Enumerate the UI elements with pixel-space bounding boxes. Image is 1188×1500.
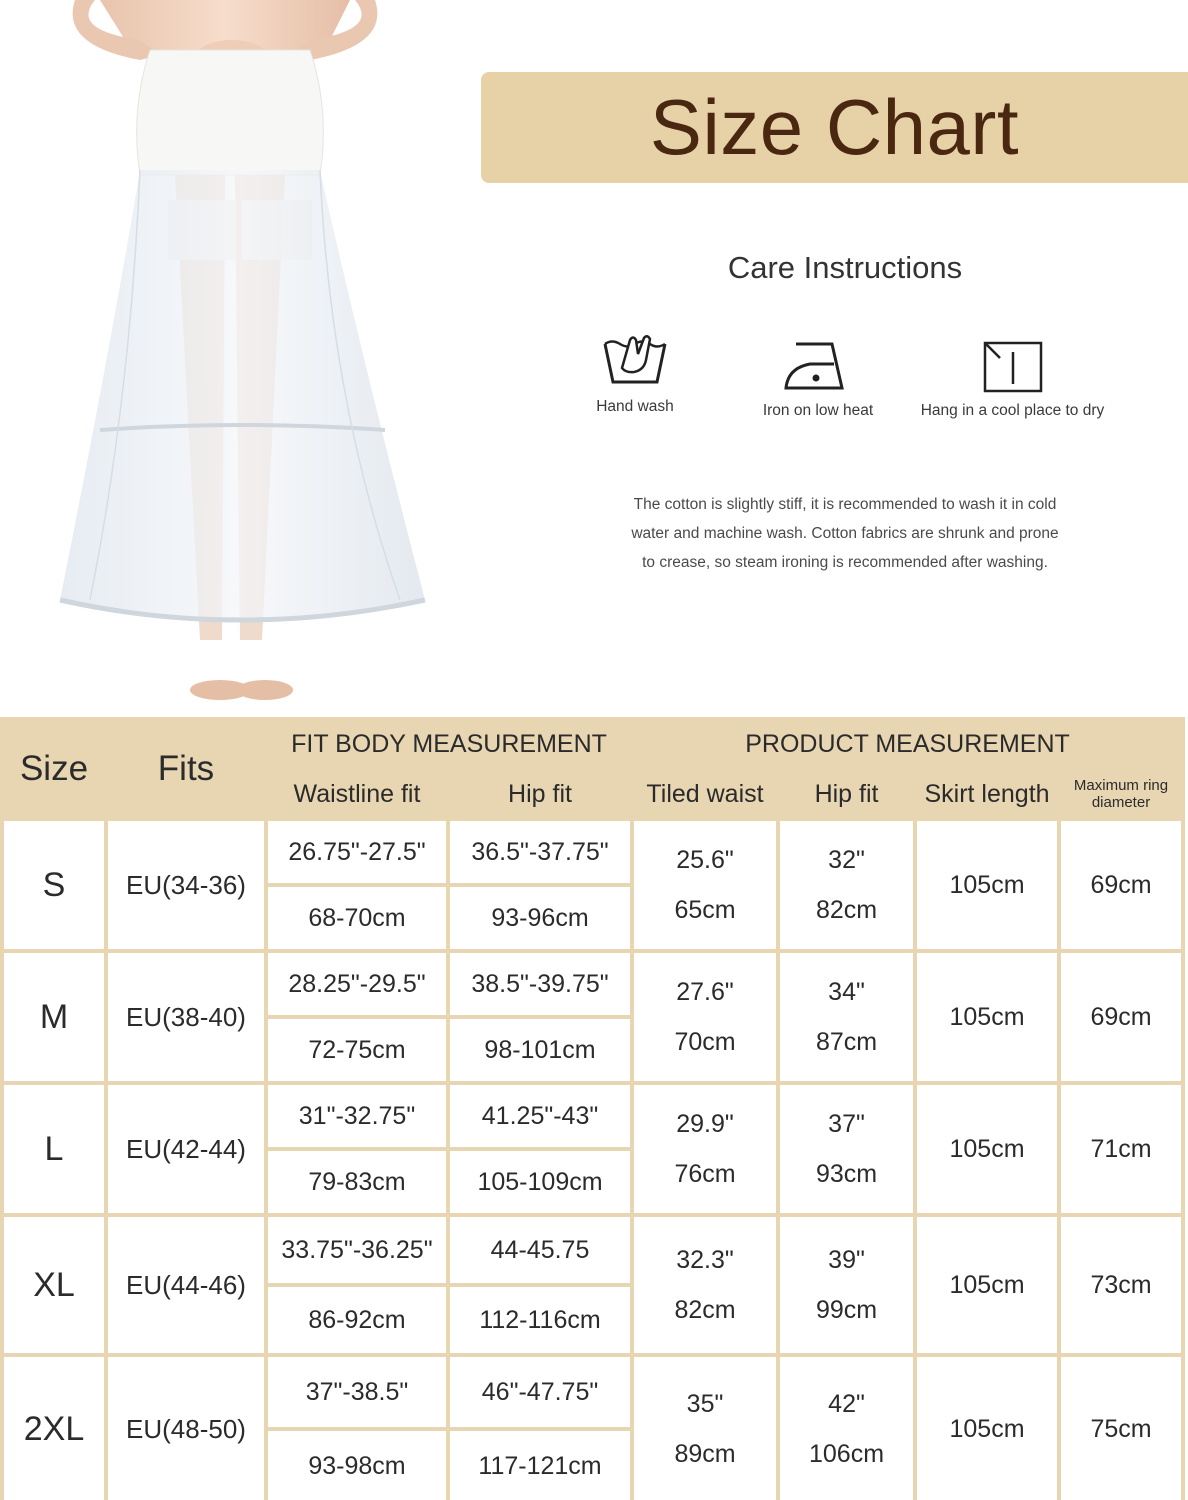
size-cell: S: [4, 821, 104, 949]
waist-cm-cell: 93-98cm: [268, 1431, 446, 1500]
skirt-length-cell: 105cm: [917, 821, 1057, 949]
size-cell: 2XL: [4, 1357, 104, 1500]
header-max-ring-line: Maximum ring: [1073, 777, 1169, 794]
product-hip-inch: 42": [828, 1390, 865, 1418]
petticoat-illustration: [30, 0, 450, 705]
ring-diameter-cell: 69cm: [1061, 821, 1181, 949]
product-hip-inch: 32": [828, 846, 865, 874]
size-cell: M: [4, 953, 104, 1081]
tiled-waist-cell: [634, 821, 776, 949]
product-hip-cell: [780, 1217, 913, 1353]
tiled-waist-cm: 89cm: [674, 1440, 736, 1468]
waist-inch-cell: 26.75"-27.5": [268, 821, 446, 883]
size-cell: XL: [4, 1217, 104, 1353]
care-label: Hand wash: [596, 398, 674, 415]
tiled-waist-inch: 35": [686, 1390, 724, 1418]
hang-dry-icon: [982, 340, 1044, 394]
fits-cell: EU(38-40): [108, 953, 264, 1081]
care-item-iron: [748, 338, 888, 420]
waist-inch-cell: 33.75"-36.25": [268, 1217, 446, 1283]
tiled-waist-inch: 25.6": [676, 846, 734, 874]
care-note: [590, 490, 1100, 577]
care-label: Iron on low heat: [762, 402, 874, 419]
product-hip-cell: [780, 953, 913, 1081]
tiled-waist-inch: 32.3": [676, 1246, 734, 1274]
ring-diameter-cell: 69cm: [1061, 953, 1181, 1081]
tiled-waist-cell: [634, 953, 776, 1081]
header-max-ring: [1061, 771, 1181, 817]
tiled-waist-cm: 65cm: [674, 896, 736, 924]
product-hip-cm: 87cm: [815, 1028, 878, 1056]
ring-diameter-cell: 73cm: [1061, 1217, 1181, 1353]
waist-inch-cell: 28.25"-29.5": [268, 953, 446, 1015]
header-size: Size: [4, 721, 104, 817]
hip-cm-cell: 105-109cm: [450, 1151, 630, 1213]
waist-cm-cell: 79-83cm: [268, 1151, 446, 1213]
tiled-waist-cm: 70cm: [674, 1028, 736, 1056]
hip-inch-cell: 38.5"-39.75": [450, 953, 630, 1015]
care-item-hand-wash: [570, 330, 700, 416]
care-label: Hang in a cool place to dry: [920, 402, 1105, 419]
product-hip-cm: 93cm: [815, 1160, 878, 1188]
iron-low-heat-icon: [782, 338, 854, 394]
header-hip-fit-product: Hip fit: [780, 771, 913, 817]
header-hip-fit-body: Hip fit: [450, 771, 630, 817]
product-hip-cell: [780, 1085, 913, 1213]
tiled-waist-cell: [634, 1085, 776, 1213]
tiled-waist-inch: 29.9": [676, 1110, 734, 1138]
fits-cell: EU(34-36): [108, 821, 264, 949]
hip-cm-cell: 98-101cm: [450, 1019, 630, 1081]
fits-cell: EU(44-46): [108, 1217, 264, 1353]
product-hip-cm: 82cm: [815, 896, 878, 924]
product-image: [30, 0, 450, 705]
hip-cm-cell: 112-116cm: [450, 1287, 630, 1353]
header-product: PRODUCT MEASUREMENT: [634, 721, 1181, 767]
hip-inch-cell: 36.5"-37.75": [450, 821, 630, 883]
waist-inch-cell: 31"-32.75": [268, 1085, 446, 1147]
care-note-line: The cotton is slightly stiff, it is recommended to wash it in cold: [633, 496, 1057, 513]
ring-diameter-cell: 75cm: [1061, 1357, 1181, 1500]
care-note-line: to crease, so steam ironing is recommended after washing.: [642, 554, 1048, 571]
header-waistline-fit: Waistline fit: [268, 771, 446, 817]
tiled-waist-cell: [634, 1217, 776, 1353]
title-banner: [481, 72, 1188, 183]
hip-inch-cell: 46"-47.75": [450, 1357, 630, 1427]
waist-cm-cell: 86-92cm: [268, 1287, 446, 1353]
care-heading: Care Instructions: [727, 250, 963, 285]
care-item-hang-dry: [905, 340, 1120, 420]
product-hip-inch: 34": [828, 978, 865, 1006]
page-title: Size Chart: [649, 83, 1020, 171]
header-fit-body: FIT BODY MEASUREMENT: [268, 721, 630, 767]
product-hip-cm: 99cm: [815, 1296, 878, 1324]
header-fits: Fits: [108, 721, 264, 817]
tiled-waist-cm: 82cm: [674, 1296, 736, 1324]
hip-cm-cell: 93-96cm: [450, 887, 630, 949]
header-skirt-length: Skirt length: [917, 771, 1057, 817]
tiled-waist-inch: 27.6": [676, 978, 734, 1006]
waist-inch-cell: 37"-38.5": [268, 1357, 446, 1427]
tiled-waist-cell: [634, 1357, 776, 1500]
header-tiled-waist: Tiled waist: [634, 771, 776, 817]
fits-cell: EU(48-50): [108, 1357, 264, 1500]
header-max-ring-line: diameter: [1091, 794, 1151, 811]
product-hip-cell: [780, 1357, 913, 1500]
product-hip-cm: 106cm: [808, 1440, 885, 1468]
tiled-waist-cm: 76cm: [674, 1160, 736, 1188]
skirt-length-cell: 105cm: [917, 1217, 1057, 1353]
skirt-length-cell: 105cm: [917, 953, 1057, 1081]
hip-cm-cell: 117-121cm: [450, 1431, 630, 1500]
waist-cm-cell: 68-70cm: [268, 887, 446, 949]
hip-inch-cell: 41.25"-43": [450, 1085, 630, 1147]
hip-inch-cell: 44-45.75: [450, 1217, 630, 1283]
skirt-length-cell: 105cm: [917, 1357, 1057, 1500]
hand-wash-icon: [600, 330, 670, 390]
size-chart: [0, 717, 1188, 1500]
care-note-line: water and machine wash. Cotton fabrics are shrunk and prone: [631, 525, 1059, 542]
skirt-length-cell: 105cm: [917, 1085, 1057, 1213]
fits-cell: EU(42-44): [108, 1085, 264, 1213]
size-cell: L: [4, 1085, 104, 1213]
product-hip-inch: 39": [828, 1246, 865, 1274]
ring-diameter-cell: 71cm: [1061, 1085, 1181, 1213]
product-hip-cell: [780, 821, 913, 949]
waist-cm-cell: 72-75cm: [268, 1019, 446, 1081]
size-table: [0, 717, 1185, 1500]
product-hip-inch: 37": [828, 1110, 865, 1138]
